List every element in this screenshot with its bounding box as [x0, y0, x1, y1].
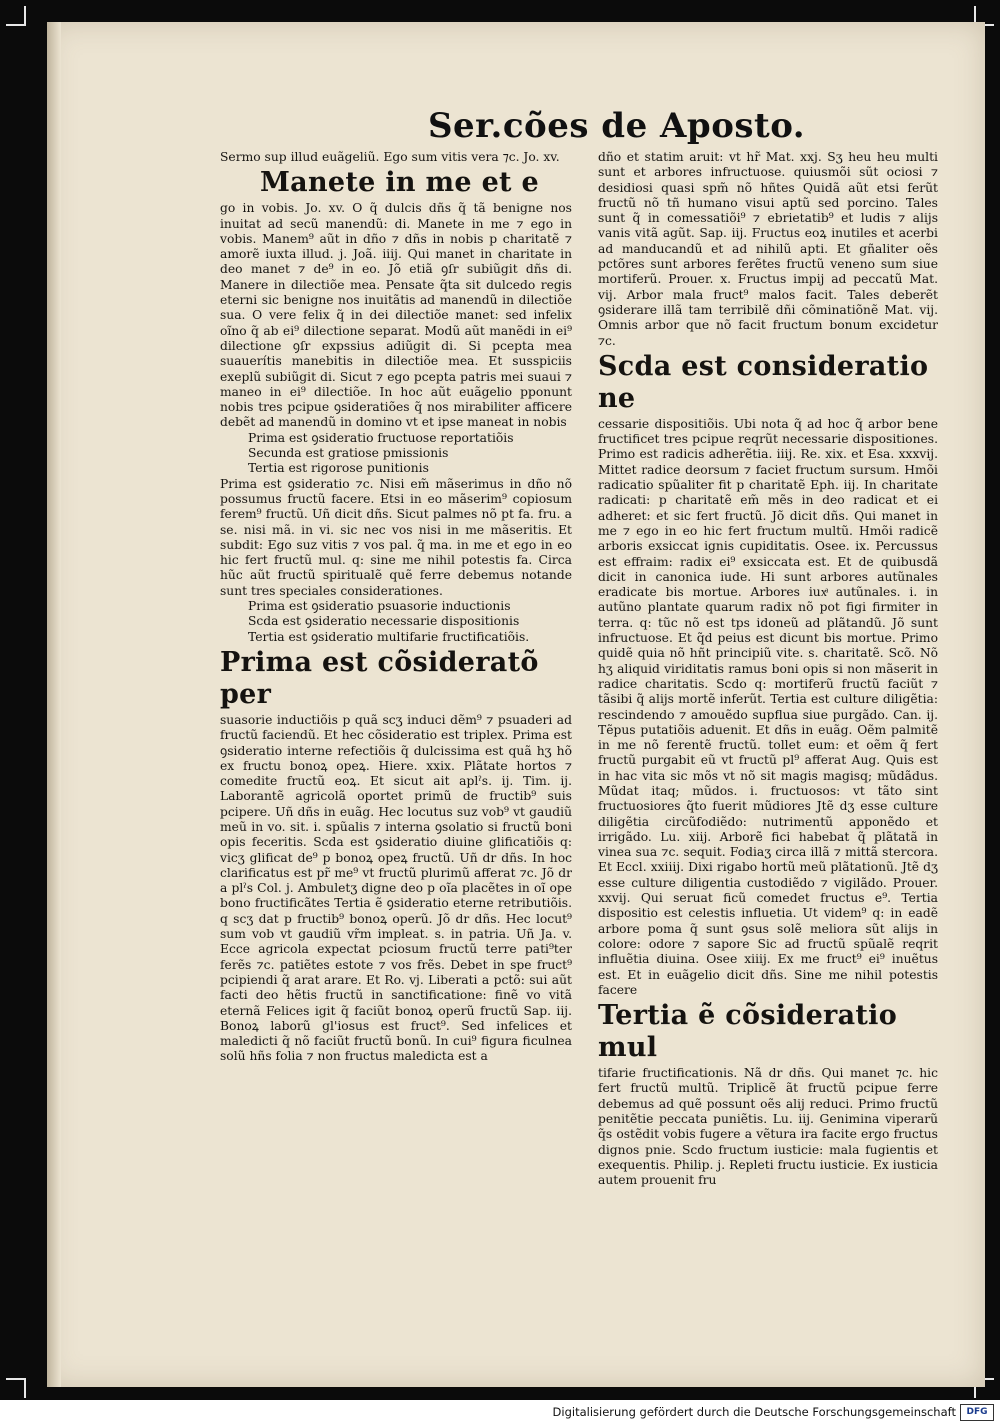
list-item: Tertia est rigorose punitionis — [248, 461, 429, 476]
paragraph: dño et statim aruit: vt hr̃ Mat. xxj. Sʒ heu heu multi sunt et arbores infructuose. quiusmõi sũt ociosi ⁊ desidiosi quasi spm̃ nõ hñtes Quidã aũt etsi ferũt fructũ nõ tñ humano visui aptũ sed porcino. Tales sunt q̃ in comessatiõi⁹ ⁊ ebrietatib⁹ et ludis ⁊ alijs vanis vitã agũt. Sap. iij. Fructus eoꝝ inutiles et acerbi ad manducandũ et ad nihilũ apti. Et gñaliter oẽs pctõres sunt arbores ferẽtes fructũ veneno sum siue mortiferũ. Prouer. x. Fructus impij ad peccatũ Mat. vij. Arbor mala fruct⁹ malos facit. Tales deberẽt ꝯsiderare illã tam terribilẽ dñi cõminatiõnẽ Mat. vij. Omnis arbor que nõ facit fructum bonum excidetur ⁊c. — [598, 150, 938, 348]
considerations-list — [220, 431, 572, 477]
crop-mark-bottom-left — [6, 1378, 26, 1398]
crop-mark-top-left — [6, 6, 26, 26]
list-item: Prima est ꝯsideratio fructuose reportatiõis — [248, 430, 514, 445]
section-heading: Scda est consideratio ne — [598, 350, 929, 414]
sermon-intro: Sermo sup illud euãgeliũ. Ego sum vitis vera ⁊c. Jo. xv. — [220, 150, 560, 164]
section-heading: Manete in me et e — [260, 167, 540, 199]
page-gutter-shadow — [47, 22, 61, 1387]
dfg-logo: DFG — [960, 1404, 994, 1421]
paragraph: tifarie fructificationis. Nã dr dñs. Qui manet ⁊c. hic fert fructũ multũ. Triplicẽ ãt fructũ pcipue ferre debemus ad quẽ possunt oẽs alij reduci. Primo fructũ penitẽtie peccata puniẽtis. Lu. iij. Genimina viperarũ q̃s ostẽdit vobis fugere a vẽtura ira facite ergo fructus dignos pnie. Scdo fructum iusticie: mala fugientis et exequentis. Philip. j. Repleti fructu iusticie. Ex iusticia autem prouenit fru — [598, 1066, 938, 1188]
considerations-list — [220, 599, 572, 645]
funding-credit: Digitalisierung gefördert durch die Deutsche Forschungsgemeinschaft — [552, 1405, 956, 1419]
right-column — [598, 150, 938, 1189]
list-item: Scda est ꝯsideratio necessarie dispositionis — [248, 614, 520, 629]
paragraph: go in vobis. Jo. xv. O q̃ dulcis dñs q̃ tã benigne nos inuitat ad secũ manendũ: di. Manete in me ⁊ ego in vobis. Manem⁹ aũt in dño ⁊ dñs in nobis p charitatẽ ⁊ amorẽ iuxta illud. j. Joã. iiij. Qui manet in charitate in deo manet ⁊ de⁹ in eo. Jõ etiã ꝯſr subiũgit dñs di. Manere in dilectiõe mea. Pensate q̃ta sit dulcedo regis eterni sic benigne nos inuitãtis ad manendũ in dilectiõe sua. O vere felix q̃ in dei dilectiõe manet: sed infelix oĩno q̃ ab ei⁹ dilectione separat. Modũ aũt manẽdi in ei⁹ dilectione ꝯſr expssius adiũgit di. Si pcepta mea suauerítis manebitis in dilectiõe mea. Et susspiciis exeplũ subiũgit di. Sicut ⁊ ego pcepta patris mei suaui ⁊ maneo in ei⁹ dilectiõe. In hoc aũt euãgelio pponunt nobis tres pcipue ꝯsideratiões q̃ nos mirabiliter afficere debẽt ad manendũ in domino vt et ipse maneat in nobis — [220, 201, 572, 430]
section-heading: Prima est cõsideratõ per — [220, 646, 539, 710]
paragraph: cessarie dispositiõis. Ubi nota q̃ ad hoc q̃ arbor bene fructificet tres pcipue reqrũt necessarie dispositiones. Primo est radicis adherẽtia. iiij. Re. xix. et Esa. xxxvij. Mittet radice deorsum ⁊ faciet fructum sursum. Hmõi radicatio spũaliter fit p charitatẽ Eph. iij. In charitate radicati: p charitatẽ em̃ mẽs in deo radicat et ei adheret: et sic fert fructũ. Jõ dicit dñs. Qui manet in me ⁊ ego in eo hic fert fructum multũ. Hmõi radicẽ arboris exsiccat ignis cupiditatis. Osee. ix. Percussus est effraim: radix ei⁹ exsiccata est. Et de quibusdã dicit in canonica iude. Hi sunt arbores autũnales eradicate bis mortue. Arbores iuxͣ autũnales. i. in autũno plantate quarum radix nõ pot figi firmiter in terra. q: tũc nõ est tps idoneũ ad plãtandũ. Jõ sunt infructuose. Et q̃d peius est dicunt bis mortue. Primo quidẽ quia nõ hñt principiũ vite. s. charitatẽ. Scõ. Nõ hʒ aliquid viriditatis ramus boni opis si non mãserit in radice charitatis. Scdo q: mortiferũ fructũ faciũt ⁊ tãsibi q̃ alijs mortẽ inferũt. Tertia est culture diligẽtia: rescindendo ⁊ amouẽdo supflua siue purgãdo. Can. ij. Tẽpus putatiõis aduenit. Et dñs in euãg. Oẽm palmitẽ in me nõ ferentẽ fructũ. tollet eum: et oẽm q̃ fert fructũ purgabit eũ vt fructũ pl⁹ afferat Aug. Quis est in hac vita sic mõs vt nõ sit magis magisq; mũdãdus. Mũdat itaq; mũdos. i. fructuosos: vt tãto sint fructuosiores q̃to fuerit mũdiores Jtẽ dʒ esse culture diligẽtia circũfodiẽdo: nutrimentũ apponẽdo et irrigãdo. Lu. xiij. Arborẽ fici habebat q̃ plãtatã in vinea sua ⁊c. sequit. Fodiaʒ circa illã ⁊ mittã stercora. Et Eccl. xxiiij. Dixi rigabo hortũ meũ plãtationũ. Jtẽ dʒ esse culture diligentia custodiẽdo ⁊ vigilãdo. Prouer. xxvij. Qui seruat ficũ comedet fructus e⁹. Tertia dispositio est celestis influetia. Ut videm⁹ q: in eadẽ arbore poma q̃ sunt ꝯsus solẽ meliora sũt alijs in colore: odore ⁊ sapore Sic ad fructũ spũalẽ reqrit influẽtia diuina. Osee xiiij. Ex me fruct⁹ ei⁹ inuẽtus est. Et in euãgelio dicit dñs. Sine me nihil potestis facere — [598, 416, 938, 997]
paragraph: Prima est ꝯsideratio ⁊c. Nisi em̃ mãserimus in dño nõ possumus fructũ facere. Etsi in eo mãserim⁹ copiosum ferem⁹ fructũ. Uñ dicit dñs. Sicut palmes nõ pt fa. fru. a se. nisi mã. in vi. sic nec vos nisi in me mãseritis. Et subdit: Ego suz vitis ⁊ vos pal. q̃ ma. in me et ego in eo hic fert fructũ mul. q: sine me nihil potestis fa. Circa hũc aũt fructũ spiritualẽ quẽ ferre debemus notande sunt tres speciales considerationes. — [220, 476, 572, 598]
footer-bar — [0, 1400, 1000, 1424]
left-column — [220, 150, 572, 1065]
paragraph: suasorie inductiõis p quã scʒ induci dẽm⁹ ⁊ psuaderi ad fructũ faciendũ. Et hec cõsideratio est triplex. Prima est ꝯsideratio interne refectiõis q̃ dulcissima est quã hʒ hõ ex fructu bonoꝝ opeꝝ. Hiere. xxix. Plãtate hortos ⁊ comedite fructũ eoꝝ. Et sicut ait aplˀs. ij. Tim. ij. Laborantẽ agricolã oportet primũ de fructib⁹ suis pcipere. Uñ dñs in euãg. Hec locutus suz vob⁹ vt gaudiũ meũ in vo. sit. i. spũalis ⁊ interna ꝯsolatio si fructũ boni opis feceritis. Scda est ꝯsideratio diuine glificatiõis q: vicʒ glificat de⁹ p bonoꝝ opeꝝ fructũ. Uñ dr dñs. In hoc clarificatus est pr̃ me⁹ vt fructũ plurimũ afferat ⁊c. Jõ dr a plˀs Col. j. Ambuletʒ digne deo p oĩa placẽtes in oĩ ope bono fructificãtes Tertia ẽ ꝯsideratio eterne retributiõis. q scʒ dat p fructib⁹ bonoꝝ operũ. Jõ dr dñs. Hec locut⁹ sum vob vt gaudiũ vr̃m impleat. s. in patria. Uñ Ja. v. Ecce agricola expectat pciosum fructũ terre pati⁹ter ferẽs ⁊c. patiẽtes estote ⁊ vos frẽs. Debet in spe fruct⁹ pcipiendi q̃ arat arare. Et Ro. vj. Liberati a pctõ: sui aũt facti deo hẽtis fructũ in sanctificatione: finẽ vo vitã eternã Felices igit q̃ faciũt bonoꝝ operũ fructũ Sap. iij. Bonoꝝ laborũ gl'iosus est fruct⁹. Sed infelices et maledicti q̃ nõ faciũt fructũ bonũ. In cui⁹ figura ficulnea solũ hñs folia ⁊ non fructus maledicta est a — [220, 712, 572, 1064]
section-heading: Tertia ẽ cõsideratio mul — [598, 1000, 898, 1064]
list-item: Prima est ꝯsideratio psuasorie inductionis — [248, 599, 511, 614]
list-item: Tertia est ꝯsideratio multifarie fructificatiõis. — [248, 629, 530, 644]
list-item: Secunda est gratiose pmissionis — [248, 446, 449, 461]
running-head: Ser.cões de Aposto. — [428, 106, 806, 146]
